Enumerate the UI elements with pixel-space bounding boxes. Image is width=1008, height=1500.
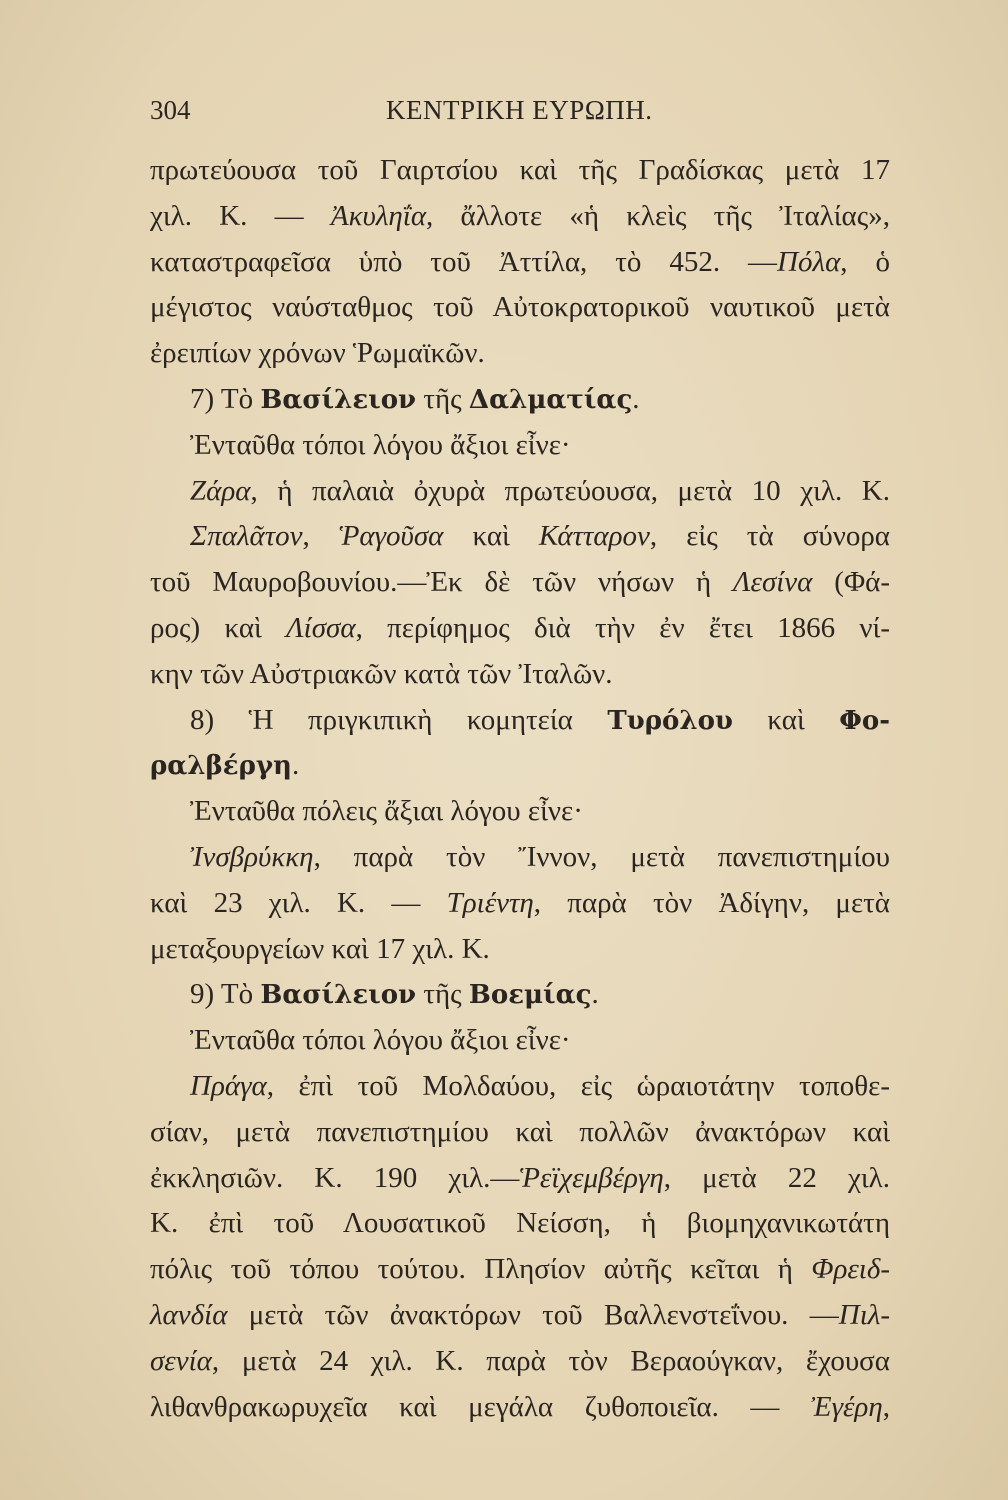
text-run: κην τῶν Αὐστριακῶν κατὰ τῶν Ἰταλῶν.	[150, 657, 613, 690]
text-run: τῆς	[416, 978, 469, 1011]
text-run: ,	[302, 520, 339, 553]
text-line	[150, 240, 890, 286]
italic-name: σενία	[150, 1344, 212, 1377]
italic-name: Ῥεϊχεμβέργη	[519, 1161, 664, 1194]
italic-name: Τριέντη	[446, 886, 534, 919]
text-run: Κ. ἐπὶ τοῦ Λουσατικοῦ Νείσση, ἡ βιομηχανικωτάτη	[150, 1207, 890, 1240]
italic-name: Πιλ-	[838, 1298, 890, 1331]
text-run: (Φά-	[812, 566, 890, 599]
text-run: ἐκκλησιῶν. Κ. 190 χιλ.—	[150, 1161, 520, 1194]
text-run: μέγιστος ναύσταθμος τοῦ Αὐτοκρατορικοῦ ναυτικοῦ μετὰ	[150, 291, 890, 324]
italic-name: Ἀκυληΐα	[330, 199, 427, 232]
text-run: τῆς	[416, 382, 469, 415]
text-line	[150, 1018, 890, 1064]
text-run: Ἐνταῦθα τόποι λόγου ἄξιοι εἶνε·	[190, 1024, 571, 1057]
bold-heading-word: Τυρόλου	[607, 705, 733, 736]
text-line	[150, 835, 890, 881]
italic-name: Πράγα	[190, 1069, 267, 1102]
italic-name: Ζάρα	[190, 474, 251, 507]
text-run: , ἐπὶ τοῦ Μολδαύου, εἰς ὡραιοτάτην τοποθε-	[266, 1069, 890, 1102]
text-run: Ἐνταῦθα πόλεις ἄξιαι λόγου εἶνε·	[190, 795, 583, 828]
text-line	[150, 1385, 890, 1431]
text-run: πόλις τοῦ τόπου τούτου. Πλησίον αὐτῆς κεῖται ἡ	[150, 1253, 812, 1286]
text-line	[150, 1156, 890, 1202]
text-line	[150, 1293, 890, 1339]
text-line	[150, 560, 890, 606]
text-run: ρος) καὶ	[150, 611, 287, 644]
text-line	[150, 881, 890, 927]
text-run: 9) Τὸ	[190, 978, 261, 1011]
text-run: καταστραφεῖσα ὑπὸ τοῦ Ἀττίλα, τὸ 452. —	[150, 245, 778, 278]
text-run: πρωτεύουσα τοῦ Γαιρτσίου καὶ τῆς Γραδίσκας μετὰ 17	[150, 154, 890, 186]
text-run: λιθανθρακωρυχεῖα καὶ μεγάλα ζυθοποιεῖα. —	[150, 1390, 812, 1423]
italic-name: Λίσσα	[286, 611, 356, 644]
text-run: , παρὰ τὸν Ἀδίγην, μετὰ	[533, 886, 890, 919]
bold-heading-word: ραλβέργη	[150, 751, 292, 782]
text-run: τοῦ Μαυροβουνίου.—Ἐκ δὲ τῶν νήσων ἡ	[150, 566, 733, 599]
text-line	[150, 285, 890, 331]
text-run: καὶ	[732, 703, 840, 736]
running-header	[150, 95, 890, 139]
text-run: 7) Τὸ	[190, 382, 261, 415]
text-line	[150, 1110, 890, 1156]
text-line	[150, 331, 890, 377]
page-number: 304	[150, 95, 191, 125]
text-line	[150, 1247, 890, 1293]
text-run: , περίφημος διὰ τὴν ἐν ἔτει 1866 νί-	[355, 611, 891, 644]
text-run: Ἐνταῦθα τόποι λόγου ἄξιοι εἶνε·	[190, 428, 571, 461]
text-line	[150, 423, 890, 469]
text-line	[150, 1064, 890, 1110]
text-run: , μετὰ 24 χιλ. Κ. παρὰ τὸν Βεραούγκαν, ἔχουσα	[211, 1344, 890, 1377]
text-run: ἐρειπίων χρόνων Ῥωμαϊκῶν.	[150, 337, 485, 370]
text-line	[150, 194, 890, 240]
text-line	[150, 606, 890, 652]
bold-heading-word: Βασίλειον	[260, 980, 417, 1011]
text-line	[150, 1339, 890, 1385]
text-run: , μετὰ 22 χιλ.	[663, 1161, 890, 1194]
text-line	[150, 698, 890, 744]
text-run: , παρὰ τὸν Ἴννον, μετὰ πανεπιστημίου	[313, 840, 890, 873]
text-line	[150, 1201, 890, 1247]
text-run: μεταξουργείων καὶ 17 χιλ. Κ.	[150, 932, 490, 965]
italic-name: Φρειδ-	[811, 1253, 890, 1286]
text-run: καὶ 23 χιλ. Κ. —	[150, 886, 447, 919]
text-run: .	[632, 382, 640, 415]
text-run: μετὰ τῶν ἀνακτόρων τοῦ Βαλλενστεΐνου. —	[227, 1298, 839, 1331]
italic-name: Πόλα	[777, 245, 841, 278]
bold-heading-word: Βασίλειον	[260, 384, 417, 415]
text-line	[150, 514, 890, 560]
italic-name: λανδία	[150, 1298, 228, 1331]
bold-heading-word: Δαλματίας	[468, 384, 633, 415]
body-text	[150, 148, 890, 1430]
text-run: σίαν, μετὰ πανεπιστημίου καὶ πολλῶν ἀνακτόρων καὶ	[150, 1115, 890, 1148]
text-line	[150, 148, 890, 194]
italic-name: Ἐγέρη	[811, 1390, 883, 1423]
text-line	[150, 972, 890, 1018]
text-line	[150, 377, 890, 423]
italic-name: Λεσίνα	[733, 566, 813, 599]
text-line	[150, 789, 890, 835]
bold-heading-word: Βοεμίας	[468, 980, 592, 1011]
text-run: .	[591, 978, 599, 1011]
running-title: ΚΕΝΤΡΙΚΗ ΕΥΡΩΠΗ.	[386, 95, 653, 125]
text-run: , ὁ	[840, 245, 890, 278]
text-run: καὶ	[443, 520, 539, 553]
text-line	[150, 652, 890, 698]
text-run: .	[291, 749, 300, 782]
italic-name: Κάτταρον	[538, 520, 650, 553]
italic-name: Σπαλᾶτον	[190, 520, 303, 553]
text-line	[150, 927, 890, 973]
italic-name: Ἰνσβρύκκη	[190, 840, 314, 873]
text-run: χιλ. Κ. —	[150, 199, 331, 232]
text-line	[150, 743, 890, 789]
text-run: 8) Ἡ πριγκιπικὴ κομητεία	[190, 703, 608, 736]
text-run: , ἡ παλαιὰ ὀχυρὰ πρωτεύουσα, μετὰ 10 χιλ. Κ.	[250, 474, 890, 507]
text-line	[150, 469, 890, 515]
text-run: ,	[882, 1390, 890, 1423]
bold-heading-word: Φο-	[839, 705, 891, 736]
text-run: , εἰς τὰ σύνορα	[649, 520, 890, 553]
italic-name: Ῥαγοῦσα	[338, 520, 444, 553]
text-run: , ἄλλοτε «ἡ κλεὶς τῆς Ἰταλίας»,	[426, 199, 890, 232]
